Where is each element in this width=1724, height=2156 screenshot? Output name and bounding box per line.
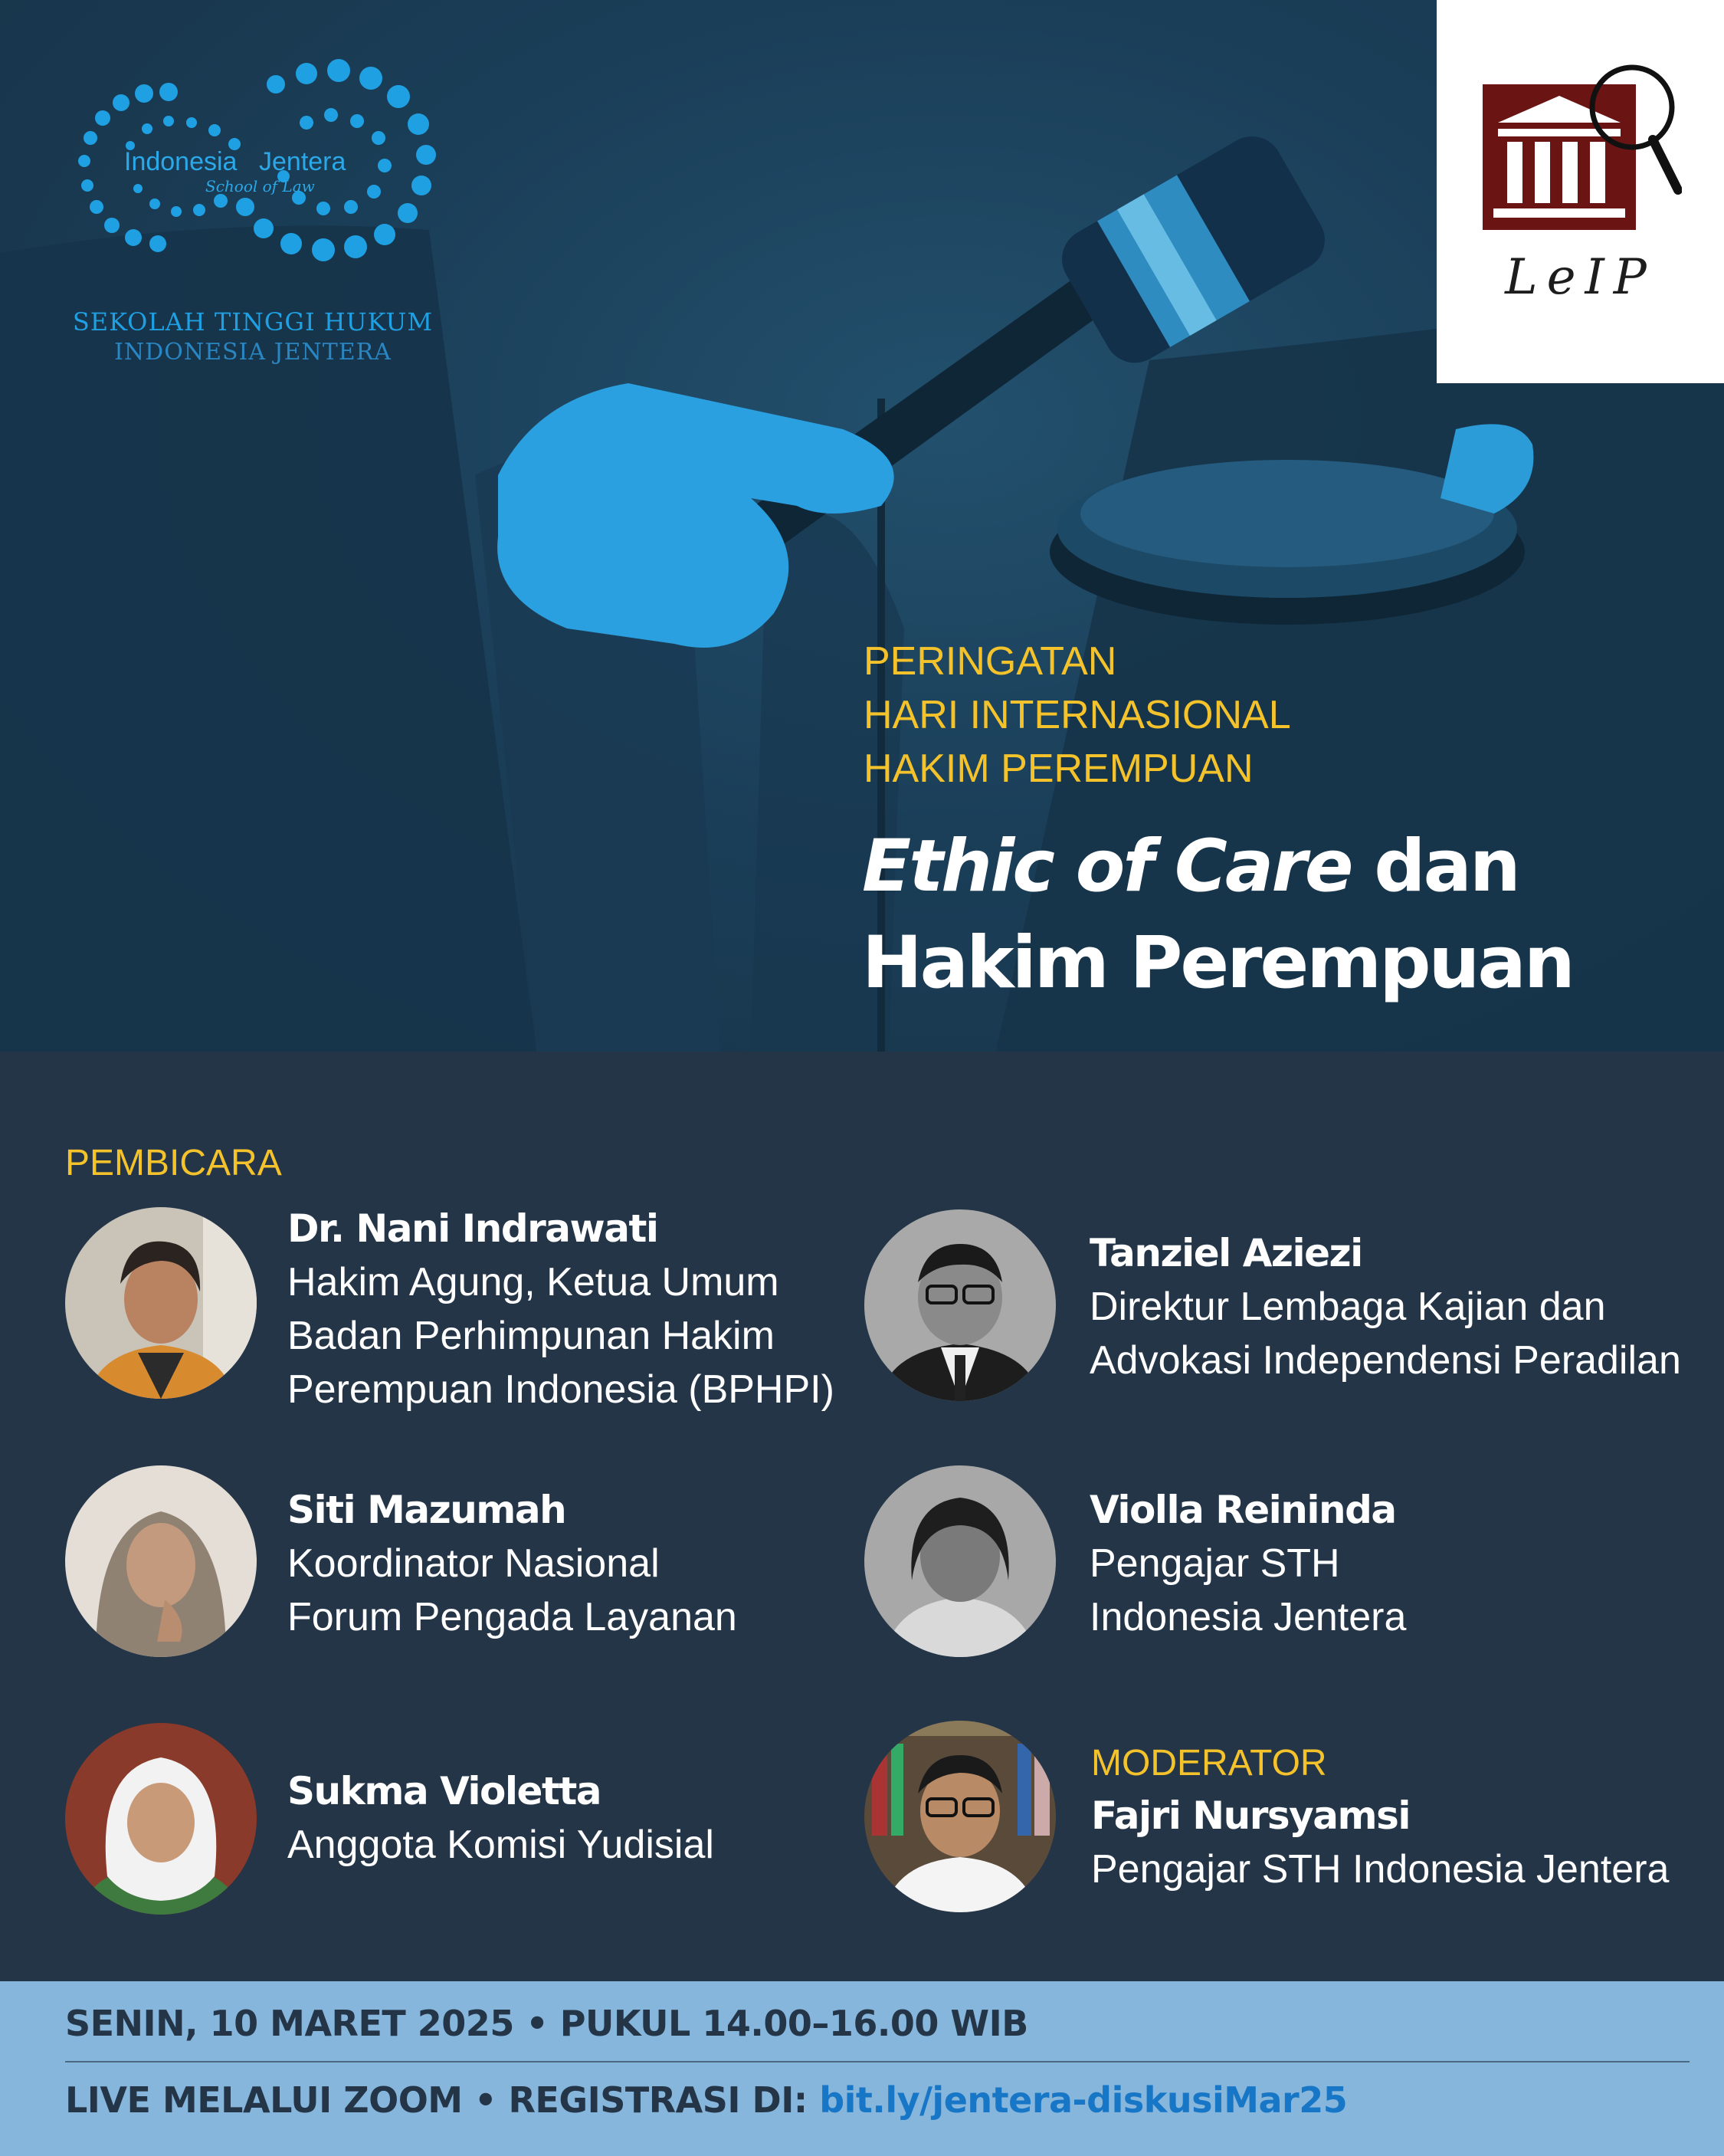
moderator-name: Fajri Nursyamsi xyxy=(1091,1793,1411,1838)
speaker-role: Forum Pengada Layanan xyxy=(287,1595,737,1639)
event-title-rest: dan xyxy=(1351,825,1519,908)
moderator-label: MODERATOR xyxy=(1091,1743,1327,1784)
event-title xyxy=(862,819,1573,1012)
avatar xyxy=(864,1721,1056,1912)
footer-bar xyxy=(0,1981,1724,2156)
speaker-role: Pengajar STH xyxy=(1090,1541,1340,1586)
speaker-card xyxy=(1090,1483,1406,1644)
event-schedule: SENIN, 10 MARET 2025 • PUKUL 14.00–16.00 WIB xyxy=(65,2003,1028,2044)
speaker-role: Anggota Komisi Yudisial xyxy=(287,1823,714,1867)
speaker-card xyxy=(287,1202,834,1416)
speaker-role: Direktur Lembaga Kajian dan xyxy=(1090,1285,1606,1329)
avatar xyxy=(864,1209,1056,1401)
event-kicker xyxy=(864,635,1291,796)
event-kicker-line: HAKIM PEREMPUAN xyxy=(864,747,1254,791)
moderator-card xyxy=(1091,1738,1669,1896)
speaker-role: Perempuan Indonesia (BPHPI) xyxy=(287,1367,834,1412)
avatar xyxy=(65,1465,257,1657)
registration-prefix: LIVE MELALUI ZOOM • REGISTRASI DI: xyxy=(65,2079,820,2121)
jentera-tagline: School of Law xyxy=(205,177,315,195)
event-title-line2: Hakim Perempuan xyxy=(862,921,1573,1005)
jentera-caption-line2: INDONESIA JENTERA xyxy=(114,339,392,366)
speaker-name: Tanziel Aziezi xyxy=(1090,1231,1362,1275)
jentera-wordmark-right: Jentera xyxy=(259,147,346,176)
speaker-role: Badan Perhimpunan Hakim xyxy=(287,1314,775,1358)
registration-line xyxy=(65,2079,1347,2121)
event-kicker-line: PERINGATAN xyxy=(864,639,1117,684)
footer-divider xyxy=(65,2061,1690,2062)
speaker-card xyxy=(287,1764,714,1872)
speaker-name: Siti Mazumah xyxy=(287,1488,566,1532)
jentera-caption xyxy=(46,307,460,368)
registration-link[interactable]: bit.ly/jentera-diskusiMar25 xyxy=(819,2079,1348,2121)
speaker-card xyxy=(1090,1226,1681,1387)
avatar xyxy=(65,1723,257,1915)
event-kicker-line: HARI INTERNASIONAL xyxy=(864,693,1291,737)
jentera-dots-icon xyxy=(54,54,467,307)
courthouse-magnifier-icon xyxy=(1483,61,1682,238)
speaker-card xyxy=(287,1483,737,1644)
speaker-role: Advokasi Independensi Peradilan xyxy=(1090,1338,1681,1383)
speaker-role: Hakim Agung, Ketua Umum xyxy=(287,1260,779,1304)
speaker-name: Sukma Violetta xyxy=(287,1769,601,1813)
moderator-role: Pengajar STH Indonesia Jentera xyxy=(1091,1847,1670,1892)
event-title-italic: Ethic of Care xyxy=(862,825,1352,908)
speaker-role: Koordinator Nasional xyxy=(287,1541,660,1586)
speaker-name: Dr. Nani Indrawati xyxy=(287,1206,658,1251)
jentera-caption-line1: SEKOLAH TINGGI HUKUM xyxy=(72,307,434,336)
avatar xyxy=(65,1207,257,1399)
speaker-role: Indonesia Jentera xyxy=(1090,1595,1407,1639)
jentera-wordmark-left: Indonesia xyxy=(124,147,238,176)
speaker-name: Violla Reininda xyxy=(1090,1488,1396,1532)
speakers-heading: PEMBICARA xyxy=(65,1143,282,1183)
leip-logo xyxy=(1437,0,1724,383)
avatar xyxy=(864,1465,1056,1657)
leip-wordmark: LeIP xyxy=(1505,249,1656,306)
